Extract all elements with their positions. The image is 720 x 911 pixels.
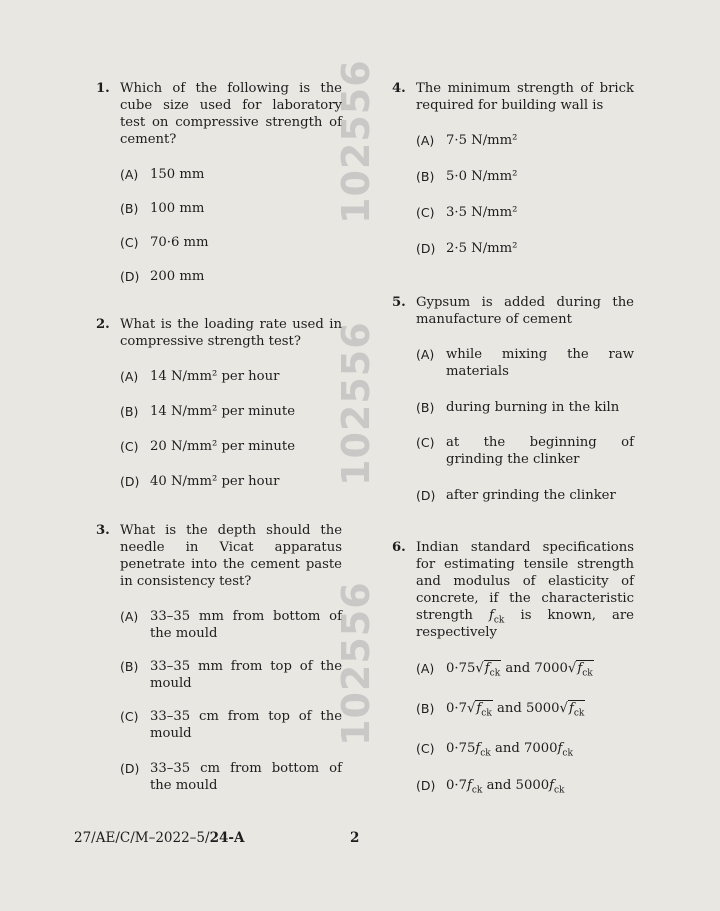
option-text: 70·6 mm xyxy=(150,235,209,250)
option-label: (A) xyxy=(120,609,139,624)
option-c xyxy=(120,234,342,251)
option-b xyxy=(416,700,634,717)
option-text: 2·5 N/mm² xyxy=(446,241,518,256)
question-1 xyxy=(96,80,342,284)
question-text: Indian standard specifications for estimating tensile strength and modulus of elasticity of concrete, if the characteristic strength $f_{ck}$ is known, are respectively xyxy=(416,540,634,640)
option-text: 40 N/mm² per hour xyxy=(150,474,280,489)
question-text: Gypsum is added during the manufacture of cement xyxy=(416,295,634,327)
option-label: (B) xyxy=(120,404,139,419)
option-text: 20 N/mm² per minute xyxy=(150,439,295,454)
option-b xyxy=(120,658,342,692)
option-d xyxy=(416,240,634,257)
question-number: 6. xyxy=(392,540,406,555)
option-text: during burning in the kiln xyxy=(446,400,620,415)
option-text: 100 mm xyxy=(150,201,205,216)
option-label: (B) xyxy=(120,201,139,216)
question-number: 2. xyxy=(96,317,110,332)
option-label: (B) xyxy=(416,169,435,184)
option-c xyxy=(416,434,634,468)
option-label: (B) xyxy=(416,701,435,716)
paper-code-suffix: 24-A xyxy=(209,830,245,846)
option-label: (C) xyxy=(416,435,435,450)
option-a xyxy=(120,368,342,385)
option-label: (A) xyxy=(416,661,435,676)
option-text: 33–35 mm from top of the mould xyxy=(150,659,342,691)
option-c xyxy=(120,438,342,455)
option-text: $0\cdot 7f_{ck}$ and $5000f_{ck}$ xyxy=(446,778,565,796)
question-6 xyxy=(392,539,634,796)
watermark-serial-2: 102556 xyxy=(334,321,378,486)
option-label: (D) xyxy=(416,488,436,503)
option-label: (C) xyxy=(416,741,435,756)
watermark-serial-3: 102556 xyxy=(334,581,378,746)
option-a xyxy=(416,660,634,677)
option-text: after grinding the clinker xyxy=(446,488,616,503)
question-text: What is the depth should the needle in Vicat apparatus penetrate into the cement paste in consistency test? xyxy=(120,523,342,589)
option-label: (D) xyxy=(416,241,436,256)
option-text: 3·5 N/mm² xyxy=(446,205,518,220)
paper-code-prefix: 27/AE/C/M–2022–5/ xyxy=(74,830,210,846)
option-c xyxy=(416,740,634,757)
option-text: $0\cdot 7√f_{ck}$ and $5000√f_{ck}$ xyxy=(446,701,585,719)
option-text: $0\cdot 75√f_{ck}$ and $7000√f_{ck}$ xyxy=(446,661,593,679)
option-label: (D) xyxy=(120,474,140,489)
option-text: 33–35 cm from top of the mould xyxy=(150,709,342,741)
option-text: 14 N/mm² per minute xyxy=(150,404,295,419)
question-text: What is the loading rate used in compressive strength test? xyxy=(120,317,342,349)
option-label: (C) xyxy=(120,439,139,454)
question-text: Which of the following is the cube size used for laboratory test on compressive strength of cement? xyxy=(120,81,342,147)
option-text: 7·5 N/mm² xyxy=(446,133,518,148)
option-label: (C) xyxy=(120,709,139,724)
page-number: 2 xyxy=(350,830,360,846)
option-text: 33–35 cm from bottom of the mould xyxy=(150,761,342,793)
option-b xyxy=(120,403,342,420)
option-label: (A) xyxy=(416,347,435,362)
option-label: (D) xyxy=(120,761,140,776)
option-b xyxy=(416,168,634,185)
option-label: (A) xyxy=(120,167,139,182)
option-c xyxy=(120,708,342,742)
paper-code xyxy=(74,830,244,846)
question-2 xyxy=(96,316,342,489)
question-text: The minimum strength of brick required for building wall is xyxy=(416,81,634,113)
option-text: 14 N/mm² per hour xyxy=(150,369,280,384)
question-3 xyxy=(96,522,342,793)
option-label: (A) xyxy=(120,369,139,384)
option-text: 33–35 mm from bottom of the mould xyxy=(150,609,342,641)
option-label: (A) xyxy=(416,133,435,148)
option-d xyxy=(120,473,342,490)
question-number: 5. xyxy=(392,295,406,310)
option-a xyxy=(120,166,342,183)
option-d xyxy=(416,777,634,794)
question-4 xyxy=(392,80,634,256)
option-text: 5·0 N/mm² xyxy=(446,169,518,184)
option-label: (B) xyxy=(416,400,435,415)
question-number: 4. xyxy=(392,81,406,96)
option-label: (C) xyxy=(120,235,139,250)
option-a xyxy=(120,608,342,642)
option-text: while mixing the raw materials xyxy=(446,347,634,379)
watermark-serial-1: 102556 xyxy=(334,59,378,224)
question-5 xyxy=(392,294,634,503)
option-text: $0\cdot 75f_{ck}$ and $7000f_{ck}$ xyxy=(446,741,573,759)
option-label: (C) xyxy=(416,205,435,220)
option-a xyxy=(416,132,634,149)
option-c xyxy=(416,204,634,221)
option-b xyxy=(416,399,634,416)
option-text: at the beginning of grinding the clinker xyxy=(446,435,634,467)
option-d xyxy=(416,487,634,504)
option-a xyxy=(416,346,634,380)
option-text: 150 mm xyxy=(150,167,205,182)
option-d xyxy=(120,268,342,285)
option-d xyxy=(120,760,342,794)
option-text: 200 mm xyxy=(150,269,205,284)
question-number: 1. xyxy=(96,81,110,96)
option-label: (D) xyxy=(120,269,140,284)
option-label: (B) xyxy=(120,659,139,674)
question-number: 3. xyxy=(96,523,110,538)
option-label: (D) xyxy=(416,778,436,793)
option-b xyxy=(120,200,342,217)
